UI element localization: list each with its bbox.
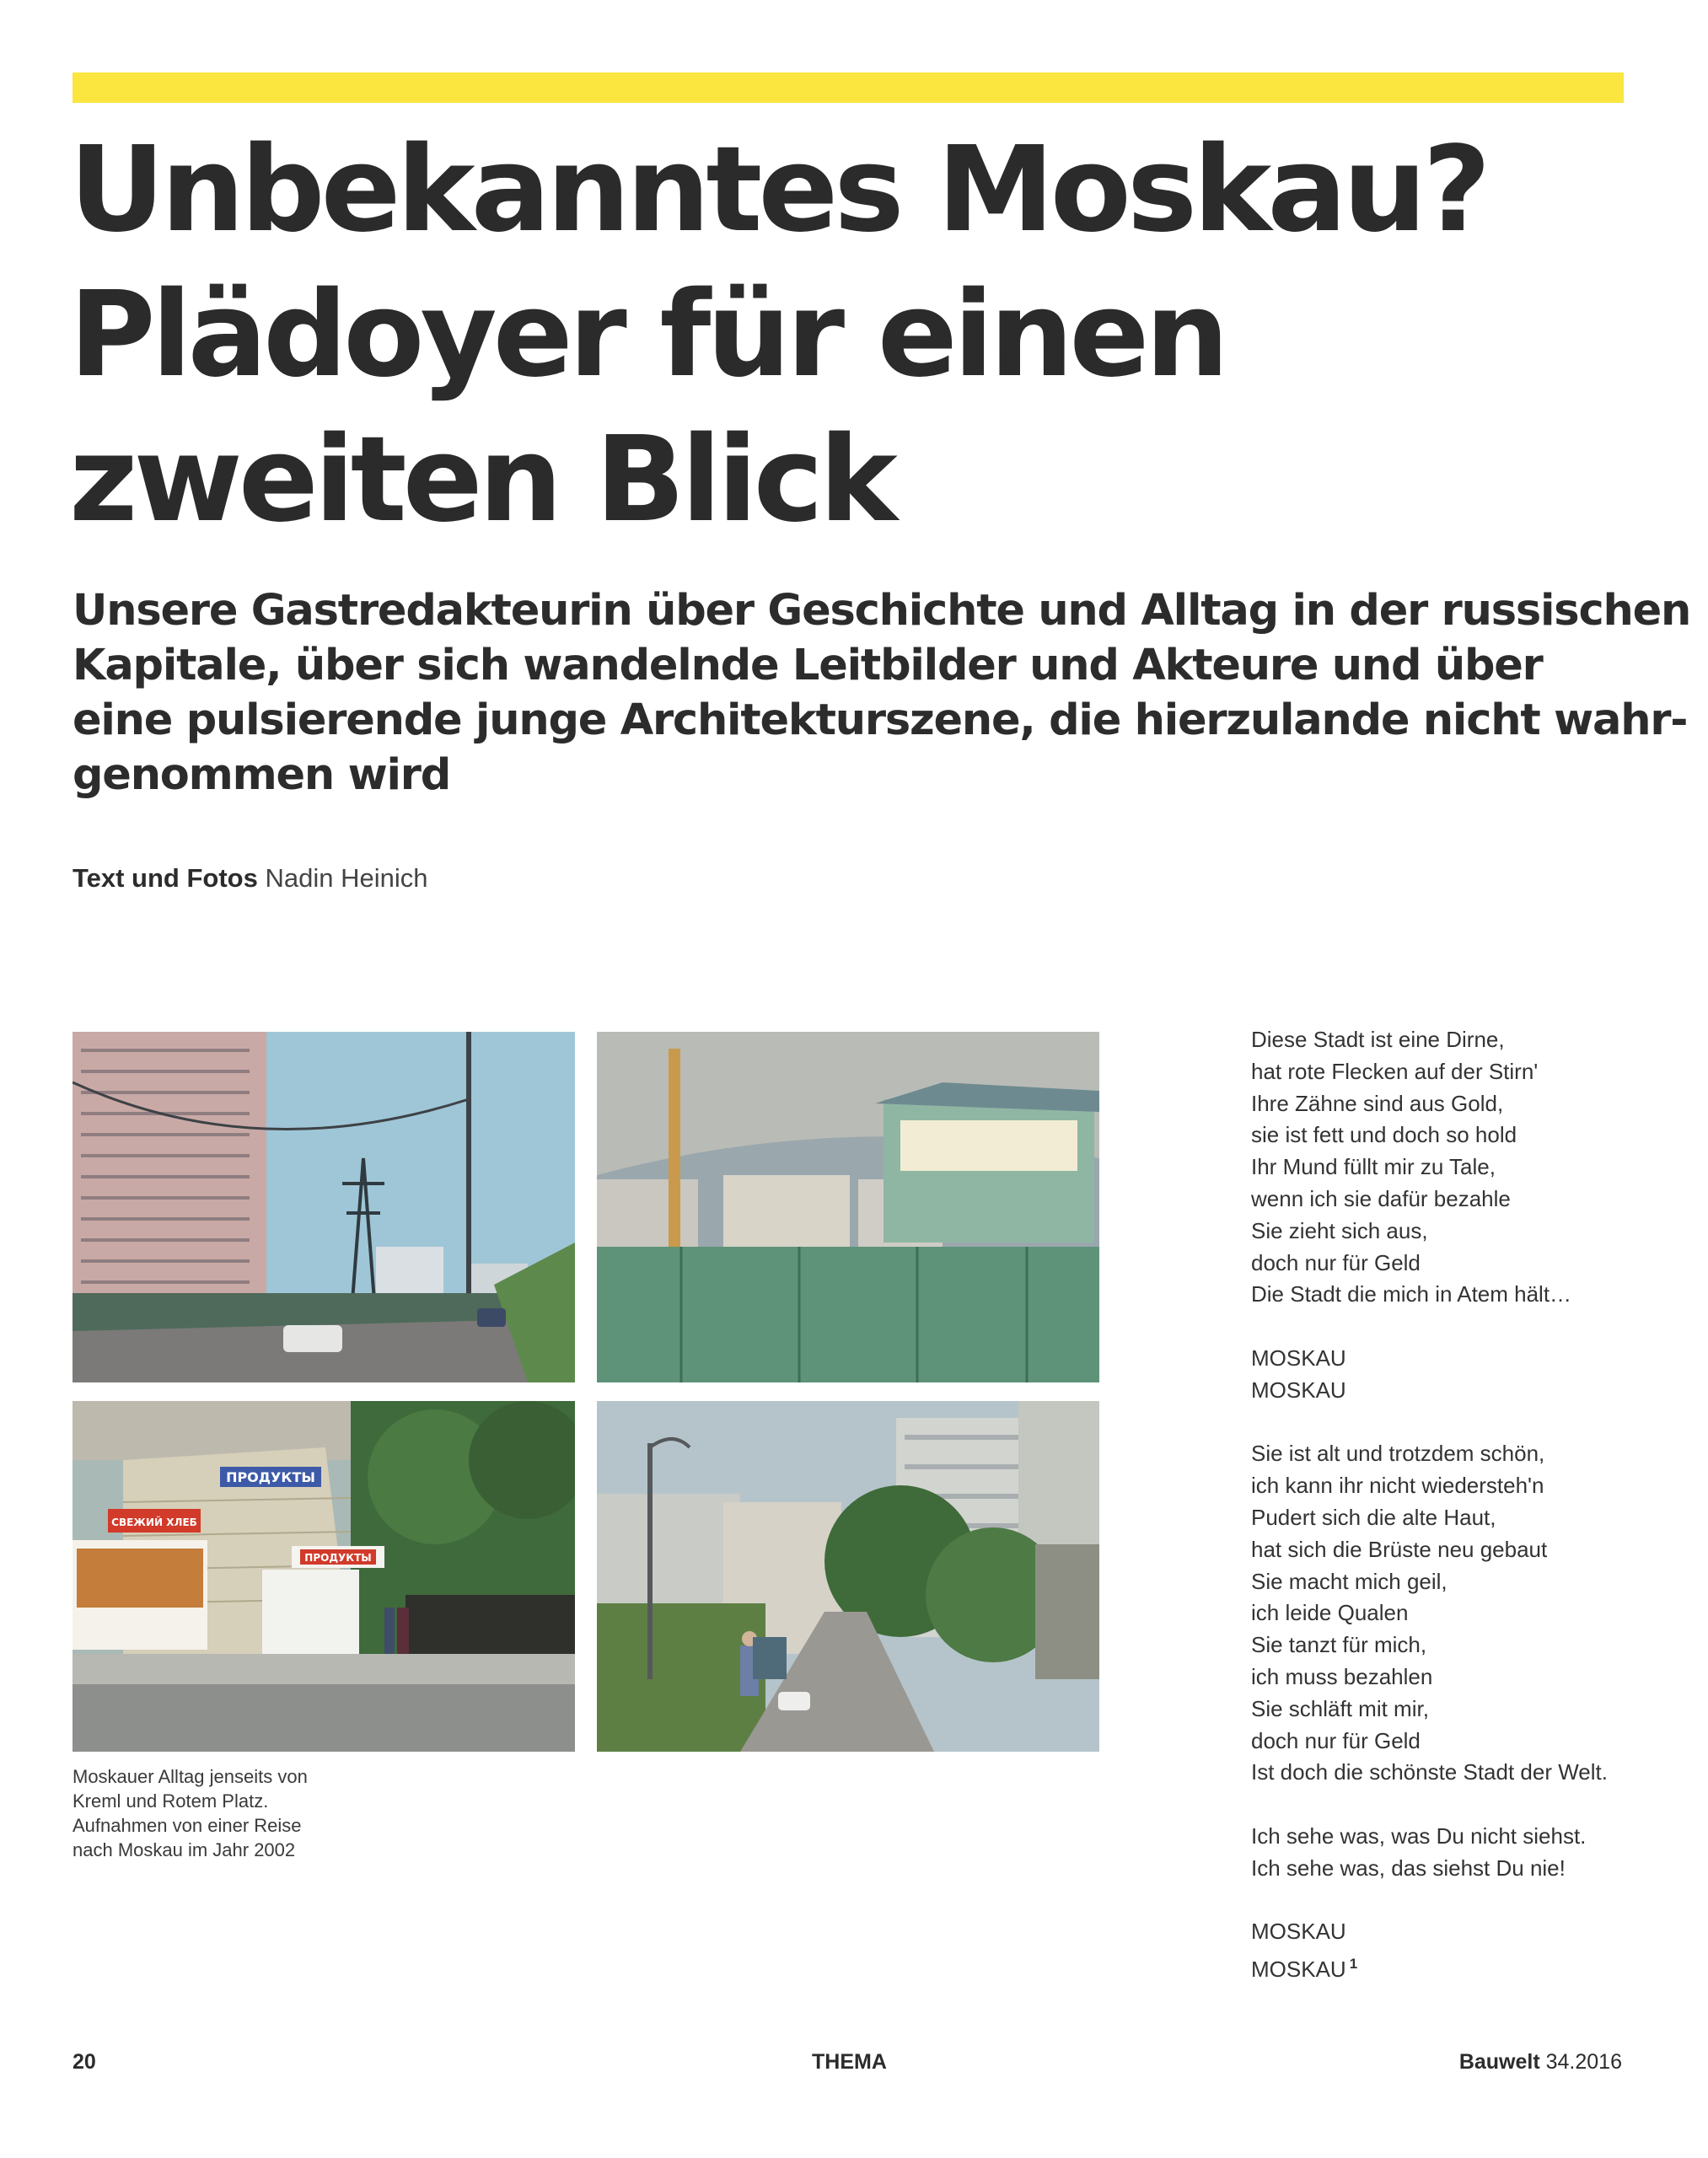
lyric-line: doch nur für Geld <box>1251 1249 1421 1275</box>
lyric-line: sie ist fett und doch so hold <box>1251 1122 1517 1148</box>
refrain-line: MOSKAU <box>1251 1919 1346 1945</box>
byline-label: Text und Fotos <box>73 863 258 893</box>
photo-caption <box>73 1764 359 1862</box>
footnote-mark: 1 <box>1349 1956 1358 1973</box>
lyric-line: Die Stadt die mich in Atem hält… <box>1251 1281 1572 1307</box>
lead-line: genommen wird <box>73 750 451 800</box>
lead-line: eine pulsierende junge Architekturszene, die hierzulande nicht wahr- <box>73 695 1688 745</box>
refrain-line <box>1251 1948 1673 1986</box>
photo-kiosks <box>73 1401 575 1752</box>
refrain-line: MOSKAU <box>1251 1345 1346 1371</box>
lyric-line: doch nur für Geld <box>1251 1727 1421 1753</box>
caption-line: Aufnahmen von einer Reise <box>73 1815 302 1836</box>
lyric-line: Ich sehe was, das siehst Du nie! <box>1251 1855 1566 1881</box>
photo-green-fence <box>597 1032 1099 1382</box>
lyric-line: Pudert sich die alte Haut, <box>1251 1504 1496 1530</box>
lyric-line: Ihr Mund füllt mir zu Tale, <box>1251 1154 1496 1180</box>
lyric-line: ich kann ihr nicht wiedersteh'n <box>1251 1473 1544 1499</box>
lyric-line: hat sich die Brüste neu gebaut <box>1251 1536 1548 1562</box>
magazine-name: Bauwelt <box>1458 2050 1540 2074</box>
refrain-text: MOSKAU <box>1251 1957 1346 1983</box>
lead-line: Unsere Gastredakteurin über Geschichte und Alltag in der russischen <box>73 586 1691 636</box>
accent-bar <box>73 72 1624 103</box>
lead-paragraph <box>73 583 1691 803</box>
stanza-break <box>1251 1885 1673 1917</box>
stanza-break <box>1251 1407 1673 1439</box>
lyric-line: Sie tanzt für mich, <box>1251 1632 1427 1658</box>
lyric-line: Ihre Zähne sind aus Gold, <box>1251 1090 1504 1116</box>
lyric-line: Diese Stadt ist eine Dirne, <box>1251 1027 1505 1052</box>
lyric-line: Sie zieht sich aus, <box>1251 1217 1428 1243</box>
caption-line: Moskauer Alltag jenseits von <box>73 1766 308 1787</box>
lyric-line: hat rote Flecken auf der Stirn' <box>1251 1058 1539 1084</box>
lyric-line: Sie ist alt und trotzdem schön, <box>1251 1441 1545 1467</box>
refrain-line: MOSKAU <box>1251 1377 1346 1403</box>
photo-residential-street <box>597 1401 1099 1752</box>
kiosk-sign-top: ПРОДУКТЫ <box>226 1469 315 1485</box>
headline <box>69 118 1654 553</box>
section-label: THEMA <box>812 2050 887 2074</box>
issue-info <box>1459 2048 1622 2075</box>
lyric-line: Ist doch die schönste Stadt der Welt. <box>1251 1759 1608 1785</box>
kiosk-sign-grocery: ПРОДУКТЫ <box>304 1552 372 1564</box>
photo-highrise-road <box>73 1032 575 1382</box>
headline-line: Plädoyer für einen <box>69 266 1226 404</box>
lead-line: Kapitale, über sich wandelnde Leitbilder und Akteure und über <box>73 641 1543 690</box>
caption-line: nach Moskau im Jahr 2002 <box>73 1839 296 1860</box>
lyric-line: ich leide Qualen <box>1251 1600 1409 1626</box>
issue-number: 34.2016 <box>1545 2050 1622 2074</box>
headline-line: zweiten Blick <box>69 411 894 549</box>
stanza-break <box>1251 1789 1673 1821</box>
song-lyrics <box>1251 1024 1673 1986</box>
kiosk-sign-bread: СВЕЖИЙ ХЛЕБ <box>111 1517 197 1528</box>
lyric-line: wenn ich sie dafür bezahle <box>1251 1185 1511 1211</box>
byline-author: Nadin Heinich <box>265 863 428 893</box>
lyric-line: Sie schläft mit mir, <box>1251 1695 1429 1721</box>
headline-line: Unbekanntes Moskau? <box>69 121 1487 259</box>
page-number: 20 <box>73 2050 96 2074</box>
stanza-break <box>1251 1311 1673 1343</box>
lyric-line: Ich sehe was, was Du nicht siehst. <box>1251 1822 1587 1849</box>
byline <box>73 862 427 895</box>
caption-line: Kreml und Rotem Platz. <box>73 1790 269 1812</box>
lyric-line: ich muss bezahlen <box>1251 1663 1433 1689</box>
lyric-line: Sie macht mich geil, <box>1251 1568 1448 1594</box>
